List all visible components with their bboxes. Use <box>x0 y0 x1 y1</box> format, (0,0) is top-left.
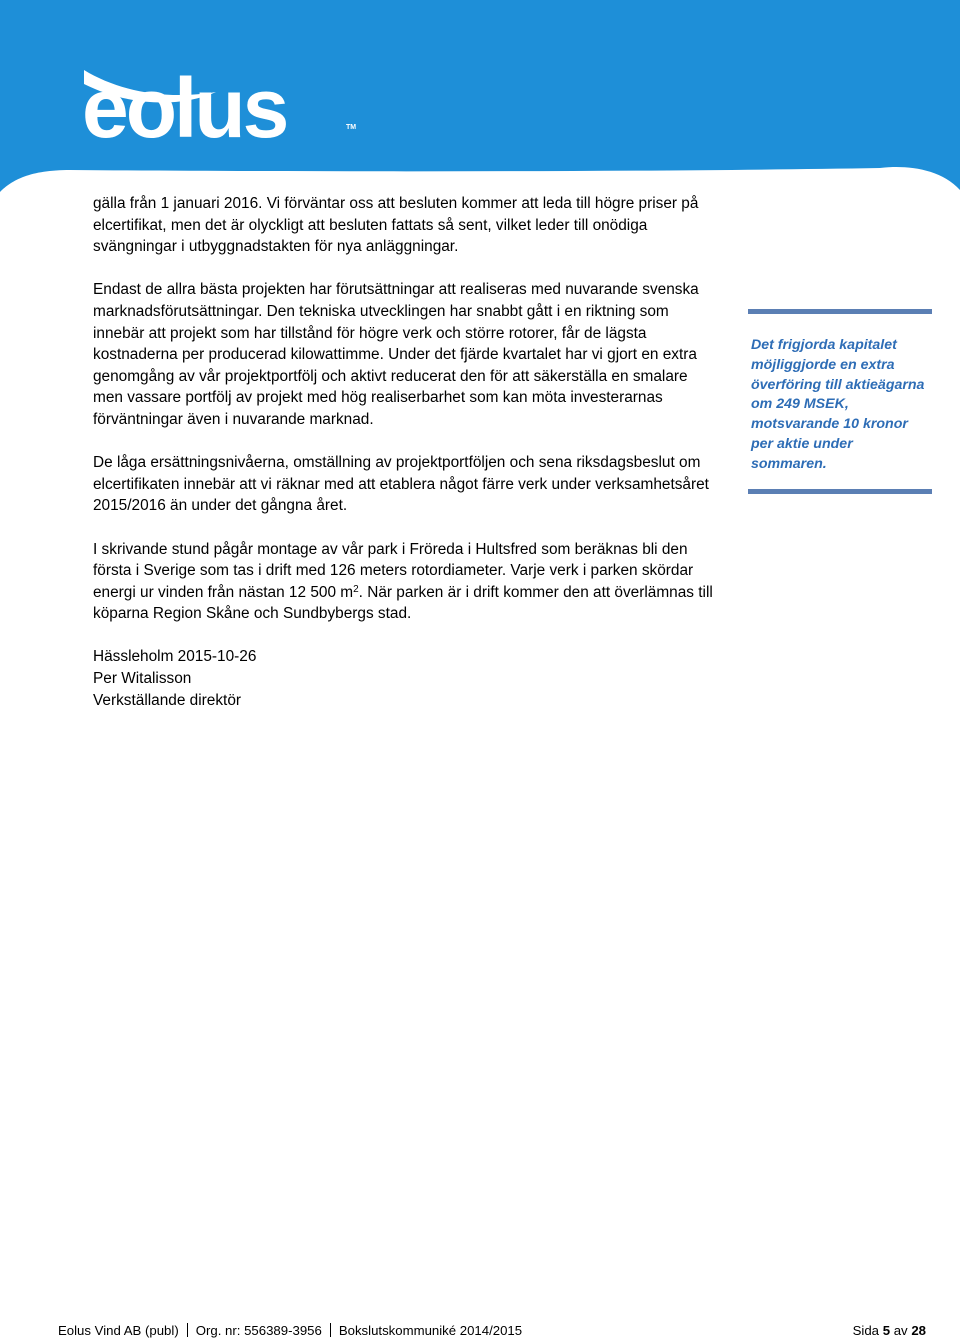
page-current: 5 <box>882 1323 891 1338</box>
footer-info <box>58 1322 522 1340</box>
page-label: Sida <box>852 1323 880 1338</box>
footer-org-number: Org. nr: 556389-3956 <box>195 1323 322 1338</box>
signature-name: Per Witalisson <box>93 670 192 688</box>
paragraph-froreda-text: I skrivande stund pågår montage av vår park i Fröreda i Hultsfred som beräknas bli den första i Sverige som tas i drift med 126 meters rotordiameter. Varje verk i parken skördar energi ur vinden från nästan 12 500 m <box>93 540 694 601</box>
main-content <box>93 193 718 711</box>
page-of: av <box>893 1323 908 1338</box>
footer-separator <box>187 1323 188 1337</box>
signature-place-date: Hässleholm 2015-10-26 <box>93 648 257 666</box>
page-header <box>0 0 960 200</box>
footer-page-number <box>853 1322 926 1340</box>
superscript-two: 2 <box>353 583 359 595</box>
paragraph-ersattningsnivaer: De låga ersättningsnivåerna, omställning av projektportföljen och sena riksdagsbeslut om elcertifikaten innebär att vi räknar med att etablera något färre verk under verksamhetsåret 2015/2016 än under det gångna året. <box>93 454 709 515</box>
signature-title: Verkställande direktör <box>93 691 241 709</box>
footer-company: Eolus Vind AB (publ) <box>58 1323 179 1338</box>
paragraph-froreda-text-end: . När parken är i drift kommer den att överlämnas till köparna Region Skåne och Sundbybergs stad. <box>93 583 713 623</box>
pullquote-text: Det frigjorda kapitalet möjliggjorde en extra överföring till aktieägarna om 249 MSEK, motsvarande 10 kronor per aktie under sommaren. <box>751 337 925 472</box>
footer-report-title: Bokslutskommuniké 2014/2015 <box>338 1323 523 1338</box>
paragraph-elcertifikat: gälla från 1 januari 2016. Vi förväntar oss att besluten kommer att leda till högre priser på elcertifikat, men det är olyckligt att besluten fattats så sent, vilket leder till onödiga svängningar i utbyggnadstakten för nya anläggningar. <box>93 195 699 256</box>
pullquote-bottom-rule <box>748 489 932 494</box>
eolus-logo: eolus <box>82 61 287 155</box>
page-total: 28 <box>911 1323 926 1338</box>
footer-separator <box>330 1323 331 1337</box>
sidebar-pullquote <box>748 309 932 494</box>
paragraph-projekten: Endast de allra bästa projekten har förutsättningar att realiseras med nuvarande svenska marknadsförutsättningar. Den tekniska utvecklingen har snabbt gått i en riktning som innebär att projekt som har tillstånd för högre verk och större rotorer, får de lägsta kostnaderna per producerad kilowattimme. Under det fjärde kvartalet har vi gjort en extra genomgång av vår projektportfölj och aktivt reducerat den för att säkerställa en smalare men vassare portfölj av projekt med hög realiserbarhet som kan möta investerarnas förväntningar även i nuvarande marknad. <box>93 281 699 428</box>
paragraph-froreda <box>93 539 718 625</box>
logo-trademark: TM <box>346 124 357 131</box>
